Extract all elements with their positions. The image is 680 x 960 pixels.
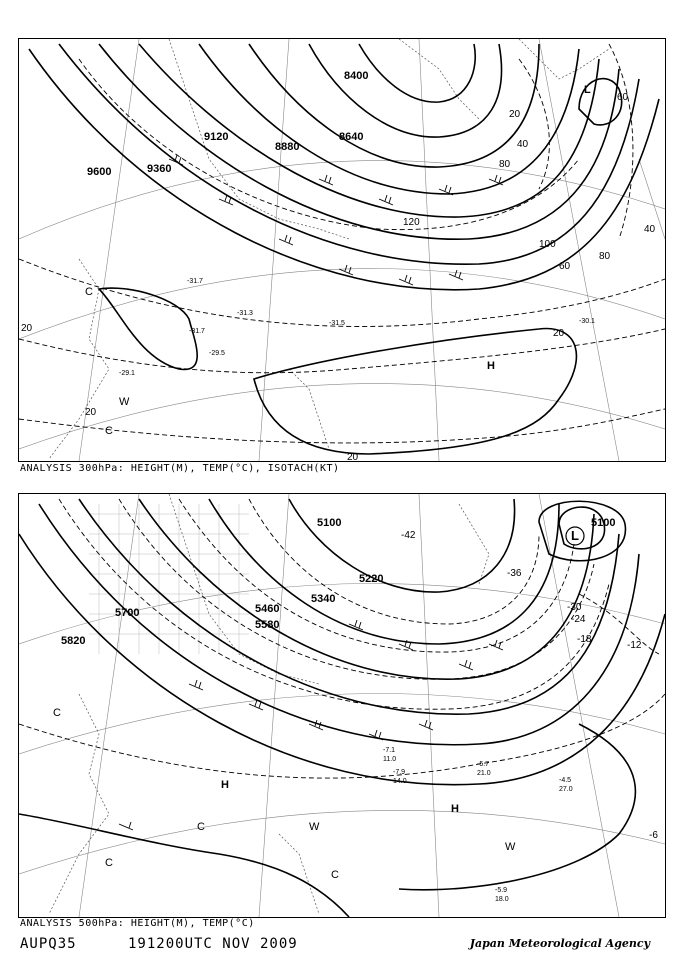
high-pressure-mark: H: [451, 803, 459, 815]
cold-mark: C: [53, 707, 61, 719]
isotach-label: 20: [553, 328, 565, 339]
station-dewpoint: 11.0: [383, 756, 397, 763]
map-panel-300hpa: [18, 38, 666, 462]
cold-mark: C: [331, 869, 339, 881]
warm-mark: W: [505, 841, 516, 853]
isotherm-label: -36: [507, 568, 522, 579]
temp-label: -31.7: [189, 328, 205, 335]
height-label-5100: 5100: [317, 517, 342, 529]
station-dewpoint: 21.0: [477, 770, 491, 777]
station-dewpoint: 14.0: [393, 778, 407, 785]
high-pressure-mark: H: [221, 779, 229, 791]
isotherm-label: -12: [627, 640, 642, 651]
isotherm-label: -6: [649, 830, 658, 841]
low-pressure-mark: L: [571, 528, 579, 543]
isotach-label: 60: [559, 261, 571, 272]
isotach-label: 40: [644, 224, 656, 235]
cold-mark: C: [105, 857, 113, 869]
height-contours-300: [29, 44, 659, 454]
station-temp: -4.5: [559, 777, 572, 784]
height-label-5220: 5220: [359, 573, 384, 585]
coastlines: [49, 494, 489, 914]
isotach-label: 80: [599, 251, 611, 262]
height-label-9120: 9120: [204, 131, 229, 143]
height-label-5100: 5100: [591, 517, 616, 529]
cold-mark: C: [85, 286, 93, 298]
isotherm-label: -24: [571, 614, 586, 625]
temp-label: -30.1: [579, 318, 595, 325]
graticule: [19, 494, 665, 917]
cold-mark: C: [105, 425, 113, 437]
temp-label: -29.1: [119, 370, 135, 377]
station-temp: -7.1: [383, 747, 396, 754]
temp-label: -29.5: [209, 350, 225, 357]
height-label-5340: 5340: [311, 593, 336, 605]
height-label-8640: 8640: [339, 131, 364, 143]
warm-mark: W: [309, 821, 320, 833]
isotach-label: 60: [617, 92, 629, 103]
caption-300hpa: ANALYSIS 300hPa: HEIGHT(M), TEMP(°C), ISOTACH(KT): [20, 463, 340, 474]
station-temp: -5.9: [495, 887, 508, 894]
height-label-5580: 5580: [255, 619, 280, 631]
isotach-label: 100: [539, 239, 556, 250]
map-panel-500hpa: [18, 493, 666, 918]
high-pressure-mark: H: [487, 360, 495, 372]
height-label-9360: 9360: [147, 163, 172, 175]
temp-label: -31.5: [329, 320, 345, 327]
temp-label: -31.3: [237, 310, 253, 317]
analysis-time: 191200UTC NOV 2009: [128, 936, 298, 952]
coastlines: [49, 39, 609, 459]
height-label-8400: 8400: [344, 70, 369, 82]
isotherm-label: -30: [567, 602, 582, 613]
height-label-5820: 5820: [61, 635, 86, 647]
map-500hpa-canvas: [19, 494, 665, 917]
isotherm-label: -18: [577, 634, 592, 645]
wind-barbs-300: [169, 155, 503, 285]
isotach-label: 20: [347, 452, 359, 461]
isotherm-label: -42: [401, 530, 416, 541]
height-contours-500: [19, 499, 665, 917]
terrain-hatching: [89, 504, 249, 654]
station-temp: -7.9: [393, 769, 406, 776]
isotach-label: 80: [499, 159, 511, 170]
isotach-label: 20: [85, 407, 97, 418]
station-dewpoint: 18.0: [495, 896, 509, 903]
station-temp: -5.7: [477, 761, 490, 768]
chart-code: AUPQ35: [20, 936, 77, 952]
isotach-label: 20: [509, 109, 521, 120]
height-label-8880: 8880: [275, 141, 300, 153]
caption-500hpa: ANALYSIS 500hPa: HEIGHT(M), TEMP(°C): [20, 918, 255, 929]
height-label-9600: 9600: [87, 166, 112, 178]
low-pressure-mark: L: [584, 84, 591, 96]
agency-name: Japan Meteorological Agency: [469, 937, 650, 950]
height-label-5460: 5460: [255, 603, 280, 615]
warm-mark: W: [119, 396, 130, 408]
temp-label: -31.7: [187, 278, 203, 285]
height-label-5700: 5700: [115, 607, 140, 619]
station-dewpoint: 27.0: [559, 786, 573, 793]
isotach-label: 40: [517, 139, 529, 150]
cold-mark: C: [197, 821, 205, 833]
map-300hpa-canvas: [19, 39, 665, 461]
isotach-label: 120: [403, 217, 420, 228]
isotach-label: 20: [21, 323, 33, 334]
